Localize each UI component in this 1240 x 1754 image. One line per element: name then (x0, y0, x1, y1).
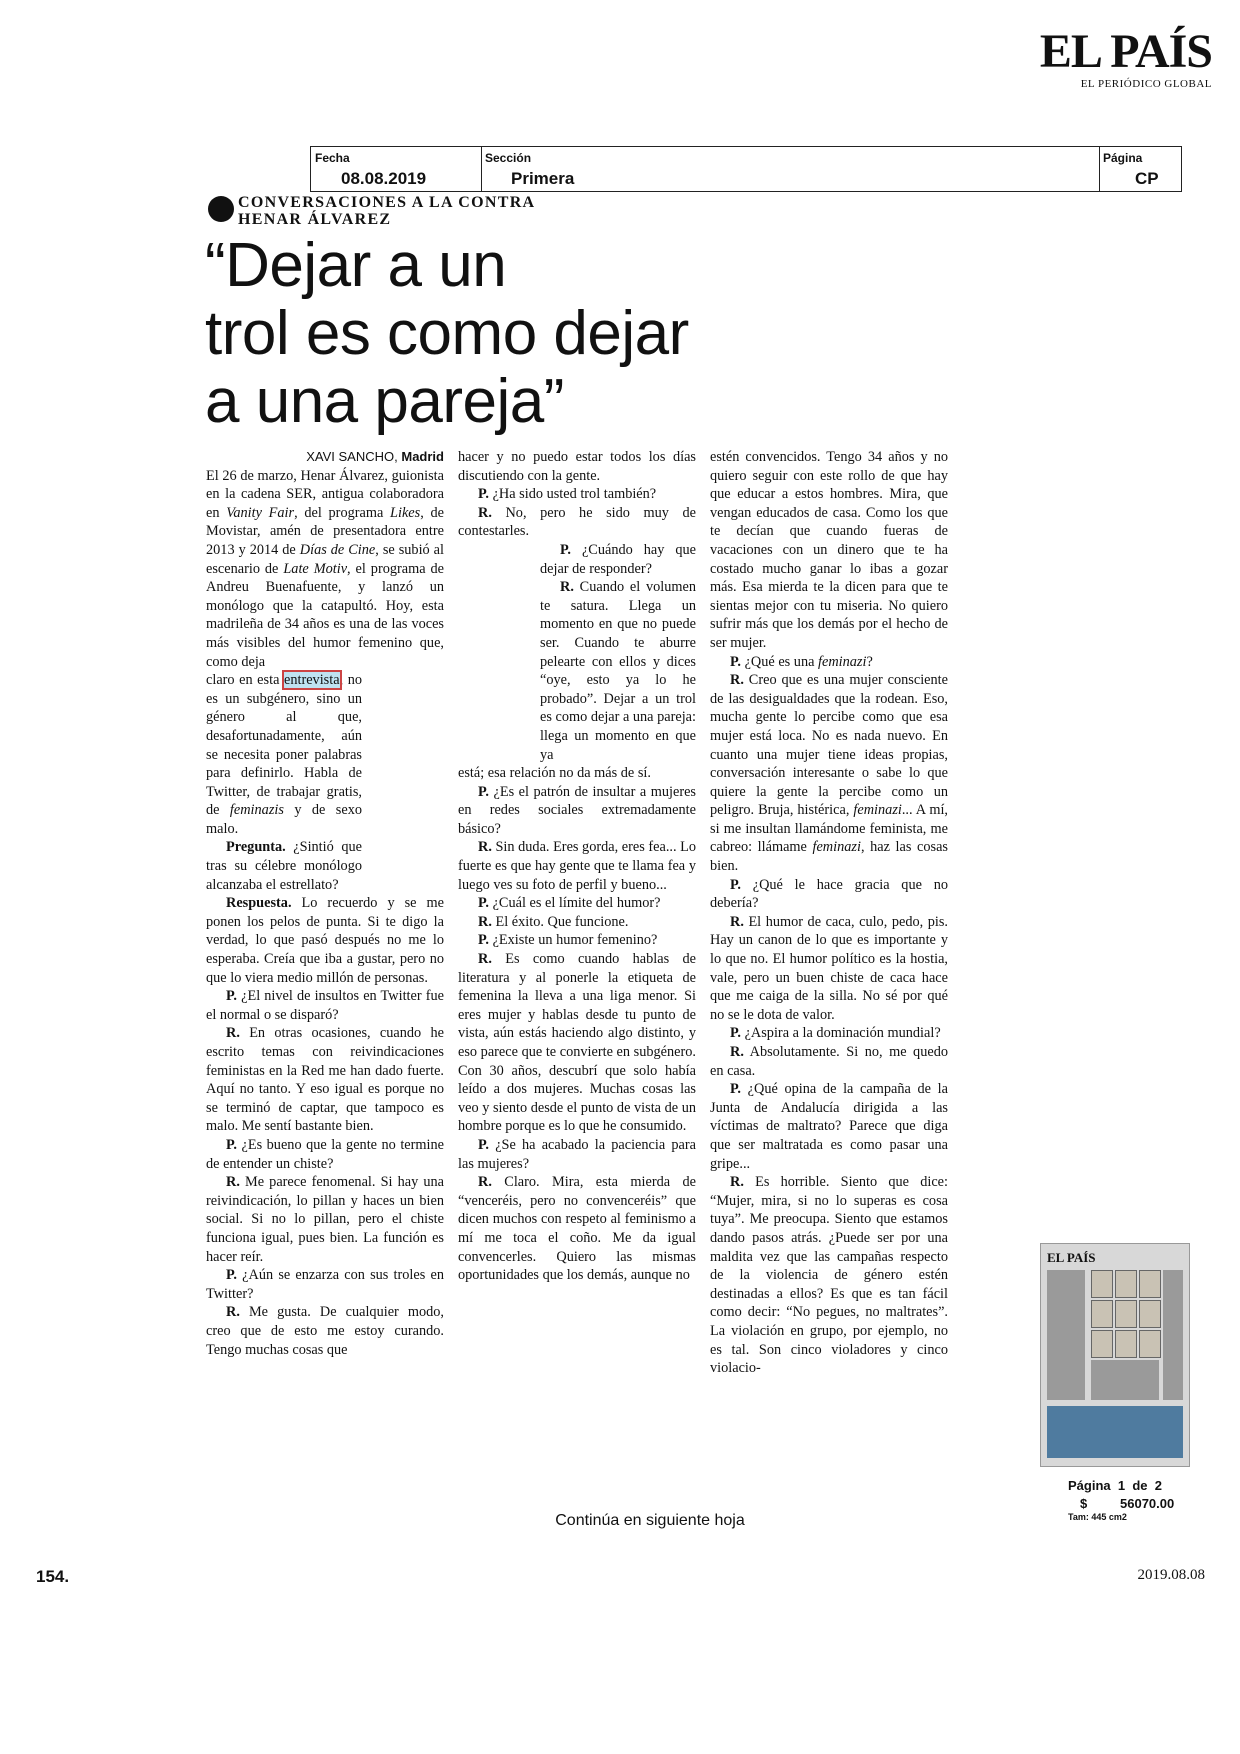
question: P. ¿Qué le hace gracia que no debería? (710, 876, 948, 912)
inset-text (540, 541, 696, 764)
amount: 56070.00 (1120, 1496, 1175, 1511)
thumbnail-bottom-photo (1047, 1406, 1183, 1458)
kicker-bullet-icon (208, 196, 234, 222)
paragraph: estén convencidos. Tengo 34 años y no quiero seguir con este rollo de que hay que educar a estos hombres. Mira, que vengan educados de casa. Como los que te decían que cuando fueras de vacaciones con un dinero que te ha costado mucho ganar lo ibas a gozar más. Esa mierda te la dicen para que te sientas mejor con tu miseria. No quiero sufrir más que los demás por el hecho de ser mujer. (710, 449, 948, 651)
paragraph: El 26 de marzo, Henar Álvarez, guionista en la cadena SER, antigua colaboradora en Vanity Fair, del programa Likes, de Movistar, amén de presentadora entre 2013 y 2014 de Días de Cine, se subió al escenario de Late Motiv, el programa de Andreu Buenafuente, y lanzó un monólogo que la catapultó. Hoy, esta madrileña de 34 años es una de las voces más visibles del humor femenino que, como deja (206, 467, 445, 670)
paragraph: hacer y no puedo estar todos los días discutiendo con la gente. (458, 449, 696, 484)
thumbnail-logo: EL PAÍS (1047, 1250, 1096, 1265)
footer-date: 2019.08.08 (1137, 1567, 1205, 1583)
thumbnail-photo (1091, 1300, 1113, 1328)
answer: R. Claro. Mira, esta mierda de “venceréis, pero no convenceréis” que dicen muchos con respeto al feminismo a mí me toca el coño. Me da igual convencerles. Quiero las mismas oportunidades que los demás, aunque no (458, 1174, 696, 1284)
fecha-value: 08.08.2019 (341, 169, 427, 188)
kicker-name: HENAR ÁLVAREZ (238, 211, 392, 228)
thumbnail-text-block (1091, 1360, 1159, 1400)
paragraph: está; esa relación no da más de sí. (458, 765, 651, 782)
currency-symbol: $ (1080, 1496, 1088, 1511)
seccion-value: Primera (511, 169, 575, 188)
thumbnail-photo (1091, 1270, 1113, 1298)
thumbnail-photo (1139, 1300, 1161, 1328)
fecha-cell (311, 147, 482, 191)
pagina-cell (1099, 147, 1181, 191)
question: Pregunta. ¿Sintió que tras su célebre monólogo alcanzaba el estrellato? (206, 839, 362, 893)
seccion-label: Sección (485, 151, 532, 165)
headline (205, 232, 725, 436)
question: P. ¿Cuándo hay que dejar de responder? (540, 541, 696, 577)
question: P. ¿Ha sido usted trol también? (478, 486, 657, 503)
answer: R. Me gusta. De cualquier modo, creo que de esto me estoy curando. Tengo muchas cosas que (206, 1304, 444, 1358)
answer: R. Es como cuando hablas de literatura y al ponerle la etiqueta de femenina la lleva a una liga menor. Si eres mujer y hablas desde tu punto de vista, aún estás haciendo algo distinto, y eso parece que te convierte en subgénero. Con 30 años, descubrí que solo había leído a dos mujeres. Muchas cosas las veo y siento desde el punto de vista de un hombre porque es lo que he consumido. (458, 951, 696, 1135)
article-column-1 (206, 448, 444, 1359)
question: P. ¿Aún se enzarza con sus troles en Twitter? (206, 1267, 444, 1302)
masthead-subtitle: EL PERIÓDICO GLOBAL (1080, 78, 1212, 90)
masthead-logo: EL PAÍS (1039, 25, 1212, 78)
thumbnail-photo (1139, 1330, 1161, 1358)
byline-place: Madrid (401, 449, 444, 464)
article-column-3 (710, 448, 948, 1378)
question: P. ¿Qué opina de la campaña de la Junta de Andalucía dirigida a las víctimas de maltrato? Parece que diga que ser maltratada es como pasar una gripe... (710, 1081, 948, 1172)
clipping-header (310, 146, 1182, 192)
byline (206, 448, 444, 467)
headline-line-3: a una pareja” (205, 367, 564, 436)
byline-author: XAVI SANCHO, (306, 449, 398, 464)
headline-line-1: “Dejar a un (205, 231, 507, 300)
page-of: de (1132, 1478, 1148, 1493)
thumbnail-photo (1115, 1270, 1137, 1298)
page-thumbnail[interactable] (1040, 1243, 1190, 1467)
answer: Respuesta. Lo recuerdo y se me ponen los pelos de punta. Si te digo la verdad, lo que pasó después no me lo esperaba. Creía que iba a gustar, pero no que lo viera medio millón de personas. (206, 895, 444, 986)
question: P. ¿Qué es una feminazi? (730, 653, 873, 670)
pagina-label: Página (1103, 151, 1143, 165)
question: P. ¿Es el patrón de insultar a mujeres en redes sociales extremadamente básico? (458, 783, 696, 837)
page-total: 2 (1154, 1478, 1162, 1493)
question: P. ¿Aspira a la dominación mundial? (730, 1025, 941, 1042)
thumbnail-text-block (1047, 1270, 1085, 1400)
page-label: Página (1068, 1478, 1111, 1493)
size-info: Tam: 445 cm2 (1068, 1512, 1127, 1522)
answer: R. Creo que es una mujer consciente de las desigualdades que la rodean. Eso, mucha gente lo percibe como que esa mujer está loca. No es nada nuevo. En cuanto una mujer tiene ideas propias, conversación interesante o sabe lo que quiere la gente la percibe como un peligro. Bruja, histérica, feminazi... A mí, si me insultan llamándome feminista, me cabreo: llámame feminazi, haz las cosas bien. (710, 672, 948, 875)
thumbnail-photo (1091, 1330, 1113, 1358)
answer: R. Absolutamente. Si no, me quedo en casa. (710, 1044, 948, 1079)
pagina-value: CP (1135, 169, 1159, 188)
headline-line-2: trol es como dejar (205, 299, 689, 368)
thumbnail-photo (1115, 1330, 1137, 1358)
fecha-label: Fecha (315, 151, 350, 165)
kicker (238, 194, 535, 228)
page-number: 154. (36, 1567, 70, 1586)
kicker-section: CONVERSACIONES A LA CONTRA (238, 194, 536, 211)
answer: R. El éxito. Que funcione. (478, 913, 629, 930)
answer: R. Es horrible. Siento que dice: “Mujer, mira, si no lo superas es cosa tuya”. Me preocupa. Siento que estamos dando pasos atrás. ¿Puede ser por una maldita vez que las campañas respecto de la violencia de género estén destinadas a ellos? Es que es tan fácil como decir: “No pegues, no maltrates”. La violación en grupo, por ejemplo, no es tal. Son cinco violadores y cinco violacio- (710, 1174, 948, 1377)
question: P. ¿Cuál es el límite del humor? (478, 895, 661, 912)
article-column-2 (458, 448, 696, 1285)
entrevista-link[interactable]: entrevista (283, 672, 340, 689)
thumbnail-text-block (1163, 1270, 1183, 1400)
paragraph-narrow: claro en esta entrevista, no es un subgénero, sino un género al que, desafortunadamente, aún se necesita poner palabras para definirlo. Habla de Twitter, de trabajar gratis, de feminazis y de sexo malo. (206, 672, 362, 837)
answer: R. En otras ocasiones, cuando he escrito temas con reivindicaciones feministas en la Red me han dado fuerte. Aquí no tanto. Y eso igual es porque no se terminó de captar, que tampoco es malo. Me sentí bastante bien. (206, 1025, 444, 1135)
question: P. ¿Es bueno que la gente no termine de entender un chiste? (206, 1136, 444, 1172)
question: P. ¿El nivel de insultos en Twitter fue el normal o se disparó? (206, 988, 444, 1023)
question: P. ¿Existe un humor femenino? (478, 932, 658, 949)
seccion-cell (481, 147, 1100, 191)
continues-note: Continúa en siguiente hoja (555, 1512, 745, 1529)
question: P. ¿Se ha acabado la paciencia para las mujeres? (458, 1136, 696, 1172)
thumbnail-photo (1139, 1270, 1161, 1298)
page-current: 1 (1117, 1478, 1126, 1493)
thumbnail-photo (1115, 1300, 1137, 1328)
page-count (1068, 1478, 1162, 1493)
answer: R. El humor de caca, culo, pedo, pis. Hay un canon de lo que es importante y lo que no. El humor político es la hostia, vale, pero un buen chiste de caca hace que me caiga de la silla. No sé por qué no se le dota de valor. (710, 913, 948, 1023)
answer: R. Me parece fenomenal. Si hay una reivindicación, lo pillan y haces un bien social. Si no lo pillan, pero el chiste funciona igual, pues bien. La función es hacer reír. (206, 1174, 444, 1265)
answer: R. No, pero he sido muy de contestarles. (458, 504, 696, 540)
answer: R. Cuando el volumen te satura. Llega un momento en que no puede ser. Cuando te aburre pelearte con ellos y dices “oye, esto ya lo he probado”. Dejar a un trol es como dejar a una pareja: llega un momento en que ya (540, 579, 696, 763)
answer: R. Sin duda. Eres gorda, eres fea... Lo fuerte es que hay gente que te llama fea y luego ves su foto de perfil y bueno... (458, 839, 696, 893)
